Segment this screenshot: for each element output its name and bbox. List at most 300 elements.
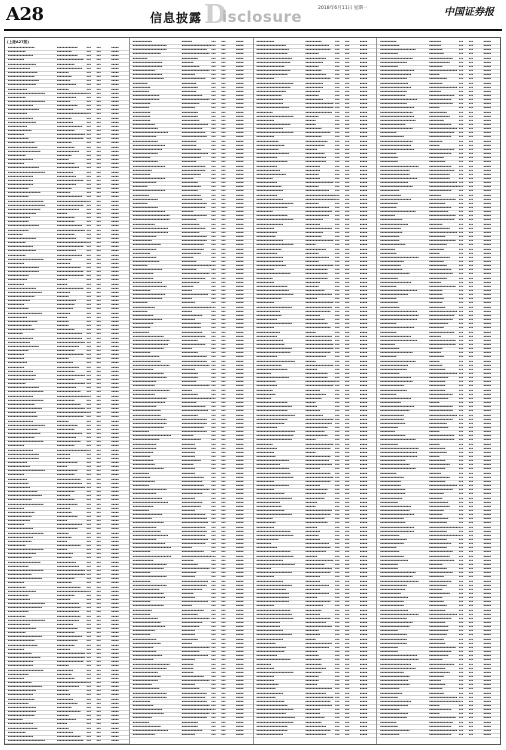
table-cell: ▪▪▪▪▪▪▪▪▪▪▪▪▪ [257, 393, 276, 397]
table-cell: ▪▪▪▪▪▪▪▪▪▪▪▪▪▪▪▪▪▪▪▪▪ [257, 368, 288, 372]
table-cell: ▪▪▪ [87, 278, 91, 282]
table-cell: ▪▪▪ [469, 77, 473, 81]
table-cell: ▪▪▪▪▪ [360, 355, 367, 359]
table-cell: ▪▪▪ [469, 355, 473, 359]
table-cell: ▪▪▪▪▪▪▪▪▪▪▪ [8, 473, 24, 477]
table-cell: ▪▪▪ [97, 137, 101, 141]
table-cell: ▪▪▪ [345, 708, 349, 712]
table-cell: ▪▪▪ [97, 490, 101, 494]
table-cell: ▪▪▪ [469, 94, 473, 98]
table-cell: ▪▪▪▪▪▪▪▪▪▪▪▪▪▪▪▪▪ [182, 239, 207, 243]
table-cell: ▪▪▪▪▪▪▪▪▪▪▪▪▪▪▪▪▪ [8, 693, 33, 697]
table-cell: ▪▪▪ [97, 312, 101, 316]
table-cell: ▪▪▪ [345, 451, 349, 455]
table-cell: ▪▪▪▪▪ [236, 733, 243, 737]
table-cell: ▪▪▪ [345, 165, 349, 169]
table-cell: ▪▪▪▪▪▪▪▪▪▪▪▪▪▪▪ [429, 650, 451, 654]
table-cell: ▪▪▪ [97, 735, 101, 739]
table-cell: ▪▪▪ [345, 650, 349, 654]
table-cell: ▪▪▪ [97, 415, 101, 419]
table-cell: ▪▪▪ [459, 239, 463, 243]
table-cell: ▪▪▪▪▪ [111, 656, 118, 660]
table-cell: ▪▪▪ [211, 90, 215, 94]
table-cell: ▪▪▪▪▪▪▪▪▪▪▪▪ [182, 231, 200, 235]
table-cell: ▪▪▪ [87, 399, 91, 403]
table-cell: ▪▪▪▪▪▪▪▪▪▪▪▪▪▪▪▪ [8, 498, 32, 502]
table-cell: ▪▪▪▪▪ [236, 169, 243, 173]
table-cell: ▪▪▪▪▪▪▪▪▪▪▪▪ [257, 488, 275, 492]
table-cell: ▪▪▪ [87, 46, 91, 50]
table-cell: ▪▪▪▪▪▪▪▪▪▪▪▪▪▪▪ [429, 542, 451, 546]
table-cell: ▪▪▪ [469, 700, 473, 704]
table-cell: ▪▪▪▪▪▪▪▪▪▪▪▪▪▪▪▪▪▪▪▪▪ [8, 457, 39, 461]
table-cell: ▪▪▪▪▪▪▪▪▪▪▪▪▪▪▪▪▪▪▪ [182, 364, 210, 368]
table-cell: ▪▪▪▪▪ [236, 418, 243, 422]
table-cell: ▪▪▪▪▪ [360, 675, 367, 679]
table-cell: ▪▪▪▪▪ [360, 264, 367, 268]
table-cell: ▪▪▪ [459, 268, 463, 272]
table-cell: ▪▪▪▪▪ [360, 716, 367, 720]
table-cell: ▪▪▪ [469, 434, 473, 438]
table-cell: ▪▪▪▪▪▪▪ [305, 119, 315, 123]
table-cell: ▪▪▪▪▪▪▪▪ [429, 194, 441, 198]
table-cell: ▪▪▪▪▪ [484, 712, 491, 716]
table-cell: ▪▪▪ [211, 604, 215, 608]
table-cell: ▪▪▪▪▪▪▪▪▪▪▪▪▪▪▪▪▪ [305, 513, 330, 517]
table-cell: ▪▪▪▪▪ [111, 208, 118, 212]
table-cell: ▪▪▪ [469, 488, 473, 492]
table-cell: ▪▪▪ [345, 73, 349, 77]
table-cell: ▪▪▪ [221, 243, 225, 247]
table-cell: ▪▪▪▪▪ [111, 104, 118, 108]
table-cell: ▪▪▪▪▪▪▪▪▪▪ [133, 301, 148, 305]
table-cell: ▪▪▪ [221, 52, 225, 56]
table-cell: ▪▪▪▪▪ [360, 418, 367, 422]
table-cell: ▪▪▪▪▪ [484, 148, 491, 152]
table-cell: ▪▪▪ [221, 484, 225, 488]
table-cell: ▪▪▪ [87, 727, 91, 731]
table-cell: ▪▪▪▪▪▪▪▪▪▪▪▪▪▪▪▪▪▪▪ [182, 272, 210, 276]
table-cell: ▪▪▪ [335, 455, 339, 459]
table-cell: ▪▪▪ [211, 127, 215, 131]
table-cell: ▪▪▪ [221, 285, 225, 289]
table-cell: ▪▪▪▪▪▪▪▪▪▪▪▪▪▪▪ [305, 140, 327, 144]
table-cell: ▪▪▪▪▪▪▪▪▪▪▪▪▪▪▪ [8, 216, 30, 220]
table-cell: ▪▪▪ [87, 112, 91, 116]
table-cell: ▪▪▪▪▪ [484, 173, 491, 177]
table-cell: ▪▪▪ [97, 635, 101, 639]
table-cell: ▪▪▪▪▪▪▪▪▪▪▪▪▪▪▪▪▪▪▪ [257, 65, 285, 69]
table-cell: ▪▪▪▪▪▪▪▪▪▪▪▪▪▪▪▪▪ [8, 370, 33, 374]
table-cell: ▪▪▪ [469, 289, 473, 293]
table-cell: ▪▪▪ [97, 507, 101, 511]
table-cell: ▪▪▪ [87, 606, 91, 610]
table-cell: ▪▪▪▪▪▪▪▪▪▪▪▪▪▪▪▪▪ [429, 438, 454, 442]
table-cell: ▪▪▪▪▪▪▪▪▪▪▪▪▪▪▪▪▪▪▪ [257, 343, 285, 347]
table-cell: ▪▪▪ [211, 331, 215, 335]
table-cell: ▪▪▪▪▪▪▪▪▪▪▪▪▪▪▪ [429, 708, 451, 712]
table-cell: ▪▪▪▪▪▪▪▪▪▪▪▪▪▪▪▪▪▪▪▪▪▪▪ [257, 550, 291, 554]
table-cell: ▪▪▪▪▪▪▪▪▪ [429, 687, 442, 691]
table-cell: ▪▪▪▪▪ [360, 663, 367, 667]
table-cell: ▪▪▪▪▪▪▪▪▪▪▪▪▪▪▪ [380, 268, 402, 272]
table-cell: ▪▪▪▪▪▪▪▪▪▪▪▪ [380, 646, 398, 650]
table-cell: ▪▪▪▪▪▪▪▪▪▪▪▪▪▪▪▪▪▪▪▪▪▪▪▪▪▪ [257, 716, 296, 720]
table-cell: ▪▪▪ [459, 314, 463, 318]
table-cell: ▪▪▪ [211, 355, 215, 359]
table-cell: ▪▪▪ [87, 407, 91, 411]
table-cell: ▪▪▪▪▪▪▪▪▪▪▪▪▪▪▪▪ [257, 463, 281, 467]
table-cell: ▪▪▪ [221, 488, 225, 492]
table-cell: ▪▪▪▪▪▪▪▪▪▪▪▪▪▪▪▪▪▪▪▪▪▪▪ [257, 530, 291, 534]
table-cell: ▪▪▪▪▪▪▪▪▪▪▪▪▪▪▪ [257, 140, 279, 144]
table-cell: ▪▪▪▪▪▪▪▪▪▪▪▪▪▪▪▪▪ [8, 158, 33, 162]
table-cell: ▪▪▪▪▪▪▪▪▪▪▪▪ [305, 414, 323, 418]
table-cell: ▪▪▪ [459, 409, 463, 413]
table-cell: ▪▪▪▪▪ [111, 146, 118, 150]
table-cell: ▪▪▪▪▪▪▪▪▪ [429, 289, 442, 293]
table-cell: ▪▪▪▪▪ [236, 57, 243, 61]
table-cell: ▪▪▪▪▪▪▪▪▪▪▪▪▪ [57, 175, 76, 179]
table-cell: ▪▪▪▪▪ [484, 683, 491, 687]
table-cell: ▪▪▪ [221, 252, 225, 256]
table-cell: ▪▪▪ [221, 310, 225, 314]
table-cell: ▪▪▪▪▪▪▪▪▪▪▪▪▪▪ [8, 195, 29, 199]
table-cell: ▪▪▪ [469, 492, 473, 496]
table-cell: ▪▪▪▪▪▪▪▪▪▪▪▪▪▪▪ [57, 166, 79, 170]
table-cell: ▪▪▪ [221, 459, 225, 463]
table-cell: ▪▪▪ [97, 386, 101, 390]
table-cell: ▪▪▪ [211, 389, 215, 393]
table-cell: ▪▪▪ [97, 444, 101, 448]
table-cell: ▪▪▪▪▪▪▪▪▪▪▪▪ [429, 538, 447, 542]
table-cell: ▪▪▪▪▪ [484, 322, 491, 326]
table-cell: ▪▪▪ [459, 310, 463, 314]
table-cell: ▪▪▪ [97, 299, 101, 303]
table-cell: ▪▪▪ [87, 241, 91, 245]
table-cell: ▪▪▪▪▪▪▪▪▪▪▪▪▪▪▪▪▪ [8, 735, 33, 739]
table-cell: ▪▪▪ [459, 256, 463, 260]
table-cell: ▪▪▪ [221, 372, 225, 376]
table-cell: ▪▪▪▪▪▪▪▪▪ [429, 596, 442, 600]
table-cell: ▪▪▪ [87, 361, 91, 365]
table-cell: ▪▪▪▪▪ [111, 46, 118, 50]
table-cell: ▪▪▪▪▪ [236, 272, 243, 276]
table-cell: ▪▪▪ [221, 667, 225, 671]
table-cell: ▪▪▪▪▪ [111, 619, 118, 623]
table-cell: ▪▪▪▪▪ [484, 293, 491, 297]
table-cell: ▪▪▪▪▪ [360, 492, 367, 496]
table-cell: ▪▪▪ [469, 600, 473, 604]
table-cell: ▪▪▪▪▪▪▪▪▪▪▪▪▪▪▪ [133, 384, 155, 388]
table-cell: ▪▪▪▪▪▪▪▪▪▪▪ [57, 552, 73, 556]
table-cell: ▪▪▪▪▪ [360, 65, 367, 69]
table-cell: ▪▪▪▪▪▪▪ [305, 243, 315, 247]
table-cell: ▪▪▪▪▪▪▪▪▪▪▪▪▪▪▪▪▪▪▪▪▪ [257, 704, 288, 708]
table-cell: ▪▪▪ [459, 102, 463, 106]
table-cell: ▪▪▪▪▪▪▪▪▪ [182, 318, 195, 322]
table-cell: ▪▪▪▪▪▪▪▪▪▪▪▪▪▪▪ [305, 268, 327, 272]
table-cell: ▪▪▪ [335, 418, 339, 422]
table-cell: ▪▪▪▪▪ [236, 517, 243, 521]
table-cell: ▪▪▪▪▪▪▪▪▪▪ [305, 467, 320, 471]
table-cell: ▪▪▪▪▪▪▪▪▪▪▪▪▪▪▪▪▪▪ [257, 198, 284, 202]
table-cell: ▪▪▪ [459, 642, 463, 646]
table-cell: ▪▪▪ [459, 621, 463, 625]
table-cell: ▪▪▪▪▪▪▪▪▪▪▪▪▪▪▪▪▪ [133, 160, 158, 164]
table-cell: ▪▪▪▪▪▪▪▪▪▪ [305, 409, 320, 413]
table-cell: ▪▪▪ [211, 181, 215, 185]
table-cell: ▪▪▪ [87, 162, 91, 166]
table-cell: ▪▪▪▪▪▪▪▪▪▪▪▪ [8, 631, 26, 635]
table-cell: ▪▪▪▪▪▪▪▪▪▪▪▪▪▪▪▪▪ [133, 206, 158, 210]
table-cell: ▪▪▪ [469, 642, 473, 646]
table-cell: ▪▪▪▪▪▪▪▪ [57, 727, 69, 731]
table-cell: ▪▪▪▪▪▪▪▪▪▪▪▪▪▪▪▪▪▪ [57, 415, 84, 419]
table-cell: ▪▪▪▪▪ [360, 497, 367, 501]
table-cell: ▪▪▪ [335, 443, 339, 447]
table-cell: ▪▪▪▪▪ [360, 476, 367, 480]
table-cell: ▪▪▪▪▪▪▪▪▪▪▪▪▪▪▪▪▪▪▪▪▪▪▪ [257, 658, 291, 662]
table-cell: ▪▪▪▪▪▪▪▪▪▪▪▪▪▪▪▪▪▪▪ [429, 231, 457, 235]
table-cell: ▪▪▪▪▪▪▪▪▪▪▪▪▪▪▪▪▪ [305, 48, 330, 52]
table-cell: ▪▪▪▪▪▪▪▪▪▪▪▪▪▪▪▪▪ [8, 664, 33, 668]
table-cell: ▪▪▪▪▪▪▪▪▪▪▪▪▪▪▪▪▪▪ [380, 102, 407, 106]
table-cell: ▪▪▪▪▪ [236, 380, 243, 384]
table-cell: ▪▪▪▪▪ [484, 156, 491, 160]
table-cell: ▪▪▪▪▪▪▪▪▪▪▪ [133, 194, 149, 198]
table-cell: ▪▪▪▪▪▪▪▪▪▪ [305, 389, 320, 393]
table-cell: ▪▪▪▪▪ [236, 488, 243, 492]
table-cell: ▪▪▪ [459, 181, 463, 185]
table-cell: ▪▪▪ [345, 343, 349, 347]
table-cell: ▪▪▪ [221, 633, 225, 637]
table-cell: ▪▪▪▪▪▪▪▪▪▪▪▪▪ [57, 237, 76, 241]
table-cell: ▪▪▪▪▪ [111, 390, 118, 394]
table-cell: ▪▪▪▪▪▪▪ [182, 642, 192, 646]
table-cell: ▪▪▪ [335, 667, 339, 671]
table-cell: ▪▪▪ [345, 94, 349, 98]
table-cell: ▪▪▪▪▪▪▪▪▪▪▪▪▪▪▪▪▪ [133, 140, 158, 144]
table-cell: ▪▪▪▪▪ [236, 206, 243, 210]
table-cell: ▪▪▪ [221, 430, 225, 434]
table-cell: ▪▪▪ [221, 708, 225, 712]
table-cell: ▪▪▪▪▪▪▪▪▪▪▪▪▪▪ [133, 459, 154, 463]
table-cell: ▪▪▪ [211, 716, 215, 720]
table-cell: ▪▪▪▪▪ [236, 281, 243, 285]
table-cell: ▪▪▪▪▪▪▪▪▪▪▪▪▪▪▪▪▪▪▪▪▪▪▪▪ [8, 258, 44, 262]
table-cell: ▪▪▪▪▪ [236, 260, 243, 264]
table-cell: ▪▪▪ [469, 422, 473, 426]
table-cell: ▪▪▪ [211, 281, 215, 285]
table-cell: ▪▪▪ [221, 61, 225, 65]
table-cell: ▪▪▪▪▪ [484, 380, 491, 384]
table-cell: ▪▪▪ [211, 546, 215, 550]
table-cell: ▪▪▪▪▪ [236, 484, 243, 488]
table-cell: ▪▪▪ [469, 397, 473, 401]
table-cell: ▪▪▪▪▪ [111, 565, 118, 569]
table-cell: ▪▪▪ [345, 351, 349, 355]
table-cell: ▪▪▪▪▪▪▪▪▪ [305, 260, 318, 264]
table-cell: ▪▪▪▪▪ [111, 689, 118, 693]
table-cell: ▪▪▪▪▪▪▪▪▪▪ [380, 430, 395, 434]
table-cell: ▪▪▪▪▪▪▪▪▪▪▪▪▪▪▪▪▪ [257, 297, 282, 301]
table-cell: ▪▪▪ [211, 326, 215, 330]
table-cell: ▪▪▪▪▪ [236, 422, 243, 426]
table-cell: ▪▪▪ [87, 540, 91, 544]
table-cell: ▪▪▪ [221, 347, 225, 351]
table-cell: ▪▪▪ [97, 141, 101, 145]
table-cell: ▪▪▪▪▪▪▪▪▪▪▪▪▪▪▪▪▪▪▪ [182, 679, 210, 683]
table-cell: ▪▪▪ [87, 523, 91, 527]
table-cell: ▪▪▪ [97, 693, 101, 697]
table-cell: ▪▪▪▪▪▪▪▪▪▪▪▪ [182, 281, 200, 285]
table-cell: ▪▪▪▪▪▪▪▪▪▪▪▪▪▪▪▪▪▪▪▪▪ [380, 335, 411, 339]
table-cell: ▪▪▪▪▪▪▪▪▪▪▪▪▪▪▪▪▪ [182, 418, 207, 422]
table-cell: ▪▪▪ [335, 625, 339, 629]
table-cell: ▪▪▪▪▪▪▪▪▪▪▪▪▪▪ [57, 46, 78, 50]
table-cell: ▪▪▪ [221, 497, 225, 501]
table-cell: ▪▪▪▪▪▪▪▪▪ [429, 223, 442, 227]
table-cell: ▪▪▪▪▪ [484, 438, 491, 442]
table-cell: ▪▪▪▪▪▪▪▪▪▪▪▪ [429, 604, 447, 608]
table-cell: ▪▪▪▪▪▪▪▪▪▪▪▪▪▪▪▪▪▪▪▪▪▪▪▪ [8, 569, 44, 573]
table-cell: ▪▪▪▪▪▪▪▪▪▪ [182, 260, 197, 264]
table-cell: ▪▪▪ [345, 733, 349, 737]
table-cell: ▪▪▪ [335, 575, 339, 579]
table-cell: ▪▪▪ [211, 438, 215, 442]
table-cell: ▪▪▪▪▪▪▪▪▪▪▪▪▪▪▪▪▪▪▪▪▪▪▪▪ [380, 119, 416, 123]
table-cell: ▪▪▪▪▪ [111, 573, 118, 577]
table-cell: ▪▪▪▪▪▪▪▪▪▪▪▪▪▪▪▪ [429, 272, 453, 276]
table-cell: ▪▪▪▪▪▪▪▪▪▪▪▪▪ [57, 96, 76, 100]
table-cell: ▪▪▪▪▪▪▪▪▪▪ [57, 187, 72, 191]
table-cell: ▪▪▪▪▪▪▪▪▪▪▪▪▪ [429, 322, 448, 326]
table-cell: ▪▪▪▪▪ [484, 708, 491, 712]
table-cell: ▪▪▪ [87, 287, 91, 291]
table-cell: ▪▪▪▪▪▪▪▪▪▪▪▪▪▪▪▪▪▪▪ [8, 710, 36, 714]
table-cell: ▪▪▪▪▪▪▪▪▪▪▪▪▪▪ [380, 227, 401, 231]
table-cell: ▪▪▪▪▪▪▪▪▪▪▪▪▪ [305, 289, 324, 293]
table-cell: ▪▪▪▪▪ [111, 652, 118, 656]
table-cell: ▪▪▪ [211, 526, 215, 530]
table-cell: ▪▪▪▪▪▪▪▪▪▪▪▪▪▪▪▪▪▪▪▪▪▪▪▪ [380, 667, 416, 671]
table-cell: ▪▪▪▪▪ [111, 129, 118, 133]
table-cell: ▪▪▪▪▪ [111, 395, 118, 399]
table-cell: ▪▪▪▪▪▪▪▪▪▪▪▪▪▪▪▪▪▪ [182, 538, 209, 542]
table-cell: ▪▪▪ [345, 102, 349, 106]
table-cell: ▪▪▪▪▪▪▪▪▪▪▪ [182, 351, 198, 355]
table-cell: ▪▪▪▪▪▪▪▪▪▪▪▪▪▪▪▪▪▪▪▪▪▪ [133, 210, 166, 214]
table-cell: ▪▪▪▪▪▪▪▪▪▪▪▪▪▪▪▪▪▪ [57, 245, 84, 249]
table-cell: ▪▪▪▪▪▪▪▪▪▪▪ [182, 563, 198, 567]
table-cell: ▪▪▪▪▪▪▪▪▪▪▪▪▪▪▪▪ [8, 540, 32, 544]
table-cell: ▪▪▪▪▪▪▪▪▪▪▪ [182, 57, 198, 61]
table-cell: ▪▪▪▪▪▪▪▪▪▪ [182, 82, 197, 86]
table-cell: ▪▪▪▪▪▪▪▪▪▪▪▪▪▪▪▪ [57, 390, 81, 394]
table-cell: ▪▪▪ [221, 397, 225, 401]
table-cell: ▪▪▪▪▪ [360, 401, 367, 405]
table-cell: ▪▪▪▪▪▪▪▪▪ [305, 675, 318, 679]
table-cell: ▪▪▪ [97, 594, 101, 598]
table-cell: ▪▪▪▪▪▪▪▪▪▪▪ [8, 303, 24, 307]
table-cell: ▪▪▪▪▪ [111, 200, 118, 204]
table-cell: ▪▪▪▪▪ [236, 725, 243, 729]
table-cell: ▪▪▪ [97, 420, 101, 424]
table-cell: ▪▪▪▪▪▪▪▪▪▪▪▪▪▪▪▪▪▪▪▪▪▪ [380, 127, 413, 131]
table-cell: ▪▪▪▪▪▪▪▪▪▪▪▪▪▪▪▪▪▪▪▪▪▪▪▪▪ [257, 293, 294, 297]
table-cell: ▪▪▪▪▪ [111, 249, 118, 253]
table-cell: ▪▪▪▪▪ [484, 434, 491, 438]
table-cell: ▪▪▪ [335, 389, 339, 393]
table-cell: ▪▪▪ [211, 293, 215, 297]
table-cell: ▪▪▪ [97, 79, 101, 83]
table-cell: ▪▪▪▪▪▪▪▪▪▪▪▪▪▪▪▪▪▪▪▪▪▪▪ [257, 123, 291, 127]
table-cell: ▪▪▪ [97, 133, 101, 137]
table-cell: ▪▪▪▪▪▪▪ [57, 212, 67, 216]
table-cell: ▪▪▪▪▪▪▪▪▪▪▪▪▪▪▪▪▪▪▪▪▪▪▪▪▪ [257, 721, 294, 725]
table-cell: ▪▪▪▪▪▪▪▪▪▪ [182, 144, 197, 148]
table-cell: ▪▪▪▪▪▪▪ [429, 252, 439, 256]
table-cell: ▪▪▪ [469, 451, 473, 455]
table-cell: ▪▪▪ [211, 82, 215, 86]
table-cell: ▪▪▪ [221, 692, 225, 696]
table-cell: ▪▪▪ [221, 480, 225, 484]
table-cell: ▪▪▪▪▪ [360, 368, 367, 372]
table-cell: ▪▪▪▪▪▪▪▪▪▪▪ [429, 306, 445, 310]
table-cell: ▪▪▪▪▪ [111, 648, 118, 652]
table-cell: ▪▪▪ [459, 86, 463, 90]
table-cell: ▪▪▪▪▪▪▪▪▪ [182, 509, 195, 513]
table-cell: ▪▪▪ [97, 254, 101, 258]
table-cell: ▪▪▪▪▪▪▪▪▪▪ [257, 567, 272, 571]
table-cell: ▪▪▪▪▪▪▪▪▪▪▪▪▪▪▪▪▪▪▪▪▪▪▪▪▪ [257, 617, 294, 621]
table-cell: ▪▪▪ [335, 185, 339, 189]
table-cell: ▪▪▪▪▪▪▪▪▪▪ [305, 314, 320, 318]
table-cell: ▪▪▪ [469, 372, 473, 376]
table-cell: ▪▪▪▪▪▪▪▪▪▪▪▪▪▪▪▪▪▪ [429, 343, 456, 347]
table-cell: ▪▪▪▪▪▪▪▪▪▪▪▪▪▪▪▪▪▪▪▪ [57, 395, 87, 399]
table-cell: ▪▪▪ [469, 65, 473, 69]
table-cell: ▪▪▪▪▪ [360, 704, 367, 708]
table-cell: ▪▪▪ [469, 281, 473, 285]
table-cell: ▪▪▪▪▪ [111, 133, 118, 137]
table-cell: ▪▪▪ [345, 90, 349, 94]
table-cell: ▪▪▪ [335, 123, 339, 127]
table-cell: ▪▪▪ [87, 718, 91, 722]
table-cell: ▪▪▪ [211, 252, 215, 256]
table-cell: ▪▪▪ [87, 96, 91, 100]
table-cell: ▪▪▪▪▪▪▪▪▪▪ [182, 90, 197, 94]
table-cell: ▪▪▪ [459, 671, 463, 675]
table-cell: ▪▪▪▪▪▪▪▪▪▪▪▪▪▪▪▪▪▪▪ [133, 414, 161, 418]
table-cell: ▪▪▪▪▪ [360, 621, 367, 625]
table-cell: ▪▪▪ [345, 480, 349, 484]
table-cell: ▪▪▪ [335, 712, 339, 716]
table-cell: ▪▪▪ [469, 646, 473, 650]
table-cell: ▪▪▪ [87, 739, 91, 743]
table-cell: ▪▪▪▪▪ [360, 223, 367, 227]
table-cell: ▪▪▪▪▪▪▪▪▪▪▪▪▪▪▪▪▪ [57, 332, 82, 336]
table-cell: ▪▪▪ [335, 721, 339, 725]
table-cell: ▪▪▪▪▪▪▪▪▪ [305, 185, 318, 189]
table-cell: ▪▪▪▪▪▪▪▪▪▪▪▪ [257, 480, 275, 484]
table-cell: ▪▪▪▪▪ [111, 108, 118, 112]
table-cell: ▪▪▪▪▪▪▪▪▪▪▪▪▪▪▪▪▪▪▪▪▪▪▪▪ [8, 669, 44, 673]
table-cell: ▪▪▪▪▪▪▪▪▪▪▪▪▪▪▪▪▪▪▪▪ [257, 90, 287, 94]
table-cell: ▪▪▪▪▪▪▪▪▪ [182, 575, 195, 579]
table-cell: ▪▪▪ [87, 71, 91, 75]
